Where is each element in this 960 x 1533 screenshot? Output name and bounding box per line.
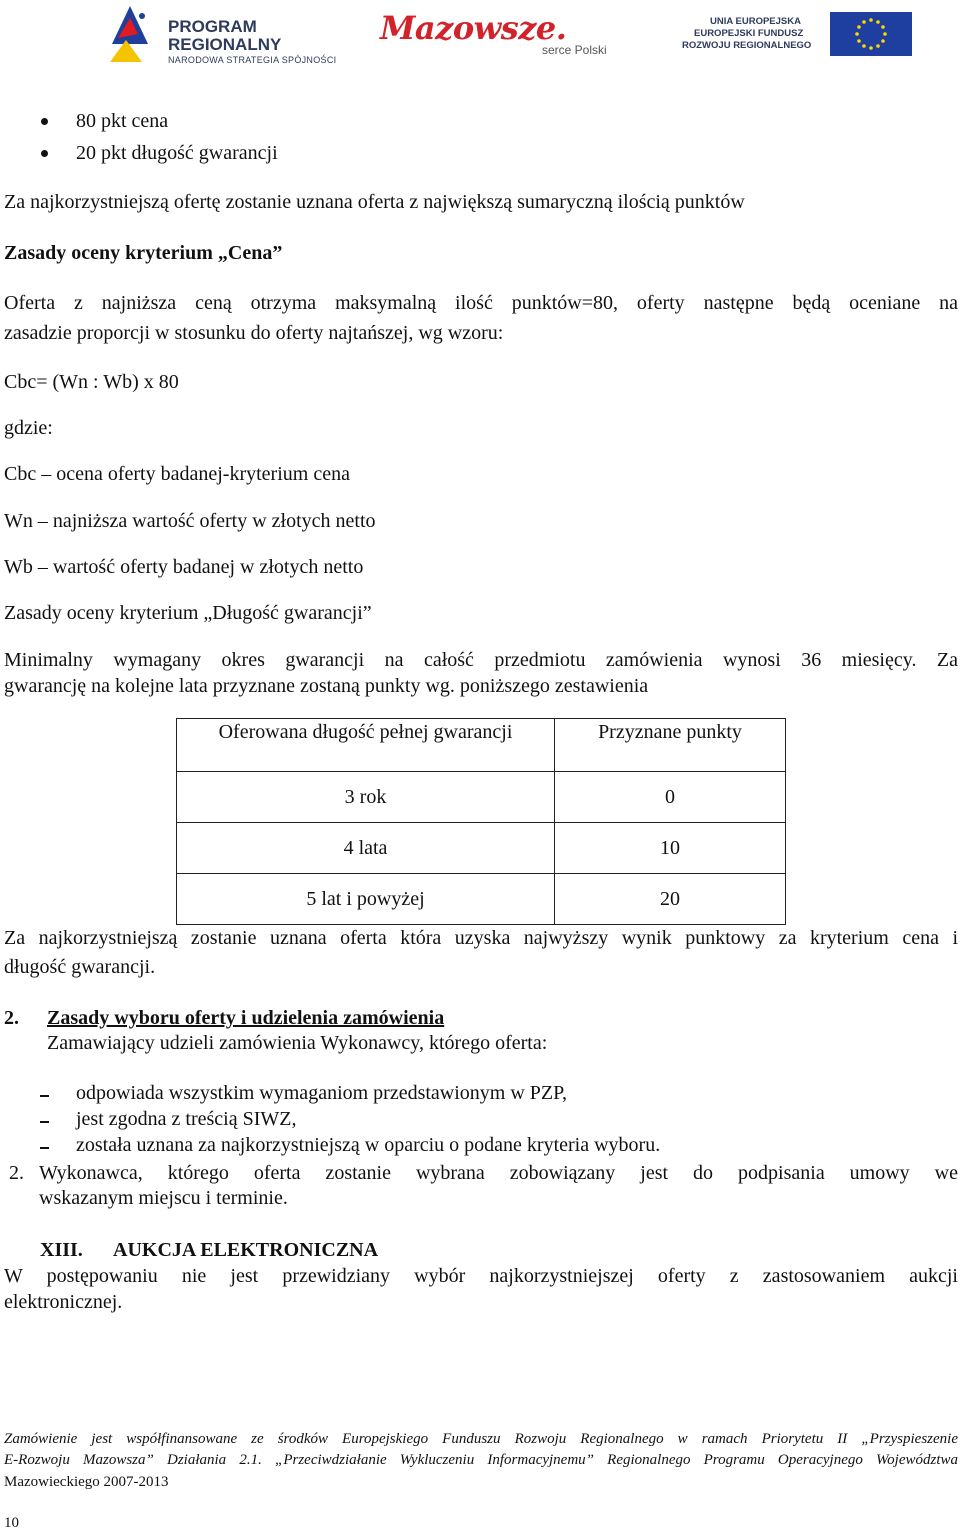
section-xiii-number: XIII. <box>40 1239 83 1261</box>
list-item: jest zgodna z treścią SIWZ, <box>76 1108 297 1130</box>
program-regionalny-logo <box>108 4 343 66</box>
definition-cbc: Cbc – ocena oferty badanej-kryterium cena <box>4 463 350 485</box>
table-header-cell: Przyznane punkty <box>555 719 786 772</box>
definition-wb: Wb – wartość oferty badanej w złotych netto <box>4 556 364 578</box>
table-row <box>177 874 786 925</box>
section-2-number: 2. <box>4 1007 19 1029</box>
table-cell: 3 rok <box>177 772 555 823</box>
list-item: odpowiada wszystkim wymaganiom przedstawionym w PZP, <box>76 1082 568 1104</box>
eu-logo <box>682 12 912 56</box>
program-regionalny-mark-icon <box>108 4 152 64</box>
min-warranty-line2: gwarancję na kolejne lata przyznane zostaną punkty wg. poniższego zestawienia <box>4 675 649 697</box>
point-2-number: 2. <box>9 1162 24 1184</box>
eu-line2: EUROPEJSKI FUNDUSZ <box>694 28 804 39</box>
regionalny-label: REGIONALNY <box>168 35 282 54</box>
mazowsze-logo <box>380 10 626 58</box>
point-2-line2: wskazanym miejscu i terminie. <box>39 1187 288 1209</box>
bullet-item-gwarancja: 20 pkt długość gwarancji <box>76 142 278 164</box>
list-item: została uznana za najkorzystniejszą w oparciu o podane kryteria wyboru. <box>76 1134 661 1156</box>
gdzie-label: gdzie: <box>4 417 53 439</box>
dash-icon <box>40 1095 49 1097</box>
bullet-icon <box>41 118 48 125</box>
section-xiii-line2: elektronicznej. <box>4 1291 123 1313</box>
eu-flag-icon <box>830 12 912 56</box>
table-header-cell: Oferowana długość pełnej gwarancji <box>177 719 555 772</box>
eu-line1: UNIA EUROPEJSKA <box>710 16 801 27</box>
definition-wn: Wn – najniższa wartość oferty w złotych netto <box>4 510 376 532</box>
table-cell: 5 lat i powyżej <box>177 874 555 925</box>
heading-cena: Zasady oceny kryterium „Cena” <box>4 242 283 264</box>
min-warranty-line1: Minimalny wymagany okres gwarancji na całość przedmiotu zamówienia wynosi 36 miesięcy. Za <box>4 649 958 671</box>
dash-icon <box>40 1147 49 1149</box>
section-xiii-title: AUKCJA ELEKTRONICZNA <box>113 1239 379 1261</box>
formula: Cbc= (Wn : Wb) x 80 <box>4 371 179 393</box>
cena-paragraph-line2: zasadzie proporcji w stosunku do oferty najtańszej, wg wzoru: <box>4 322 504 344</box>
table-header-row <box>177 719 786 772</box>
eu-line3: ROZWOJU REGIONALNEGO <box>682 40 812 51</box>
section-2-intro: Zamawiający udzieli zamówienia Wykonawcy, którego oferta: <box>47 1032 548 1054</box>
final-paragraph-line2: długość gwarancji. <box>4 956 156 978</box>
table-row <box>177 772 786 823</box>
section-xiii-line1: W postępowaniu nie jest przewidziany wybór najkorzystniejszej oferty z zastosowaniem aukcji <box>4 1265 958 1287</box>
table-cell: 0 <box>555 772 786 823</box>
table-cell: 20 <box>555 874 786 925</box>
dash-icon <box>40 1121 49 1123</box>
warranty-points-table <box>176 718 786 925</box>
table-row <box>177 823 786 874</box>
mazowsze-wordmark: Mazowsze. <box>380 9 567 47</box>
final-paragraph-line1: Za najkorzystniejszą zostanie uznana oferta która uzyska najwyższy wynik punktowy za kryterium cena i <box>4 927 958 949</box>
nss-label: NARODOWA STRATEGIA SPÓJNOŚCI <box>168 55 337 65</box>
heading-gwarancja: Zasady oceny kryterium „Długość gwarancji” <box>4 602 372 624</box>
footer-line2: E-Rozwoju Mazowsza” Działania 2.1. „Przeciwdziałanie Wykluczeniu Informacyjnemu” Regionalnego Programu Operacyjnego Województwa <box>4 1452 958 1468</box>
footer-line1: Zamówienie jest współfinansowane ze środków Europejskiego Funduszu Rozwoju Regionalnego w ramach Priorytetu II „Przyspieszenie <box>4 1431 958 1447</box>
mazowsze-tagline: serce Polski <box>542 43 607 57</box>
table-cell: 10 <box>555 823 786 874</box>
table-cell: 4 lata <box>177 823 555 874</box>
bullet-item-cena: 80 pkt cena <box>76 110 169 132</box>
best-offer-paragraph: Za najkorzystniejszą ofertę zostanie uznana oferta z największą sumaryczną ilością punktów <box>4 191 745 213</box>
program-label: PROGRAM <box>168 17 257 36</box>
footer-line3: Mazowieckiego 2007-2013 <box>4 1474 169 1490</box>
point-2-line1: Wykonawca, którego oferta zostanie wybrana zobowiązany jest do podpisania umowy we <box>39 1162 958 1184</box>
page-number: 10 <box>4 1515 19 1531</box>
section-2-title: Zasady wyboru oferty i udzielenia zamówienia <box>47 1007 445 1029</box>
bullet-icon <box>41 150 48 157</box>
cena-paragraph-line1: Oferta z najniższa ceną otrzyma maksymalną ilość punktów=80, oferty następne będą oceniane na <box>4 292 958 314</box>
